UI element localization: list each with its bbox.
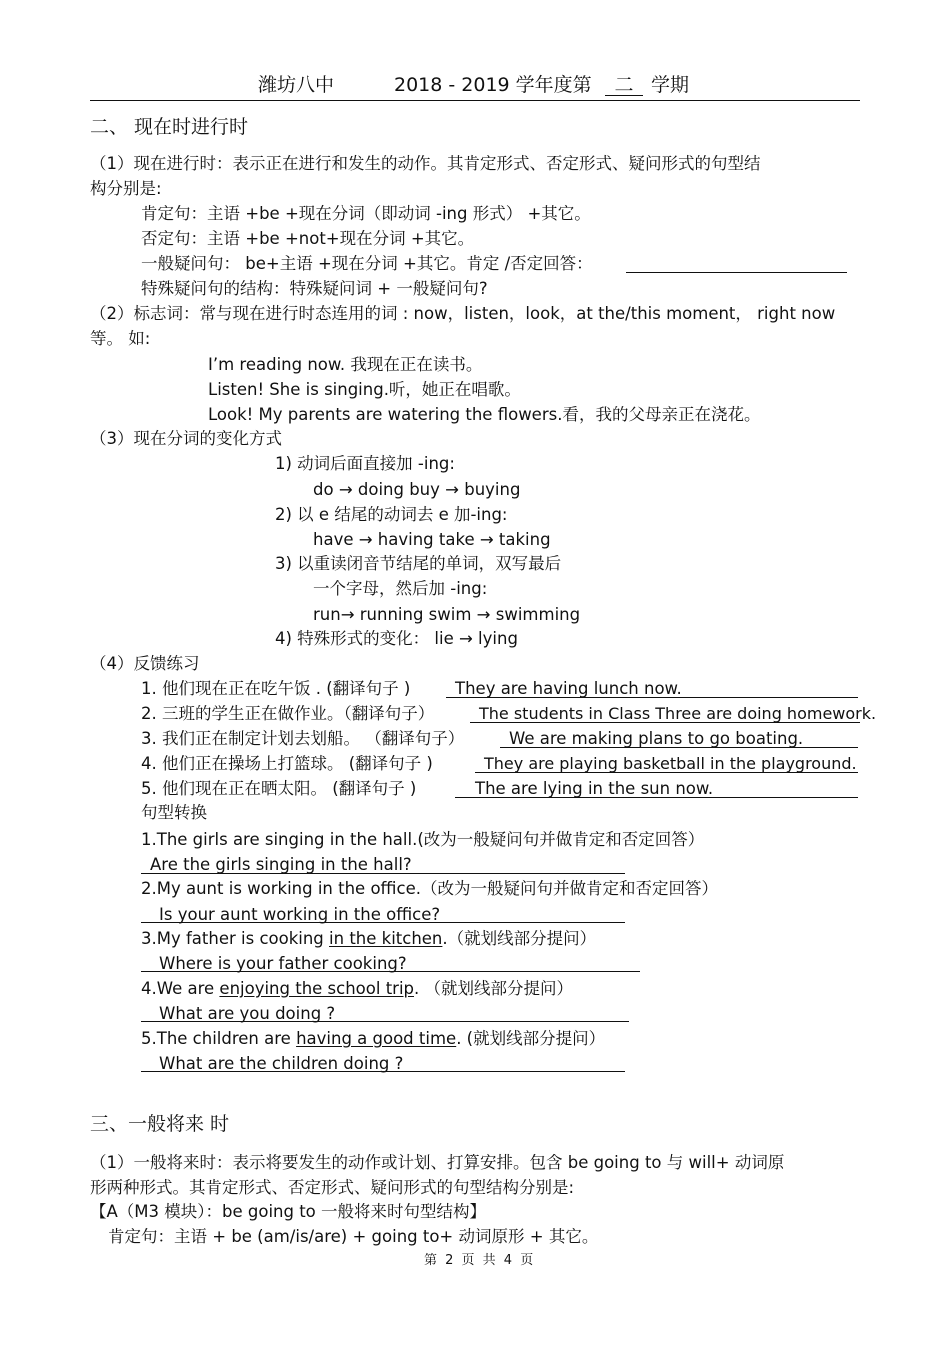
transform-sentence: 1.The girls are singing in the hall. [141,830,418,849]
section-2-title: 二、 现在时进行时 [90,116,249,138]
answer-line [141,1071,625,1072]
s3-aff: 肯定句：主语 + be (am/is/are) + going to+ 动词原形 + 其它。 [108,1227,599,1246]
rule-2: 2) 以 e 结尾的动词去 e 加-ing: [275,505,508,524]
translation-answer: We are making plans to go boating. [509,729,804,748]
s2-question [141,253,593,275]
translation-3 [141,728,464,750]
s2-neg: 否定句：主语 +be +not+现在分词 +其它。 [141,229,475,248]
answer-line [141,1021,629,1022]
rule-2-example: have → having take → taking [313,530,551,549]
transform-answer: Where is your father cooking? [159,954,407,973]
s2-ex2: Listen! She is singing.听，她正在唱歌。 [208,380,521,399]
rule-4: 4) 特殊形式的变化： lie → lying [275,629,518,648]
transform-4 [141,978,573,1000]
s3-p1b: 形两种形式。其肯定形式、否定形式、疑问形式的句型结构分别是: [90,1178,575,1197]
transform-answer: What are you doing ? [159,1004,336,1023]
transform-5 [141,1028,605,1050]
translation-question: 2. 三班的学生正在做作业。（翻译句子） [141,704,435,723]
underlined-part: in the kitchen [329,929,443,948]
underlined-part: having a good time [296,1029,457,1048]
transform-answer: Are the girls singing in the hall? [150,855,412,874]
translation-answer: The are lying in the sun now. [475,779,714,798]
transform-instruction: . （就划线部分提问） [414,979,574,998]
transform-instruction: (改为一般疑问句并做肯定和否定回答） [417,830,705,849]
translation-answer: The students in Class Three are doing homework. [479,704,877,723]
s2-p2: （2）标志词：常与现在进行时态连用的词 : now，listen，look，at the/this moment， right now [90,304,836,323]
s2-p1b: 构分别是: [90,179,162,198]
answer-line [455,797,858,798]
rule-3b: 一个字母，然后加 -ing: [313,579,488,598]
answer-line [500,747,858,748]
answer-blank [626,272,847,273]
transform-instruction: （改为一般疑问句并做肯定和否定回答） [420,879,718,898]
translation-answer: They are playing basketball in the playground. [484,754,857,773]
page-footer: 第 2 页 共 4 页 [424,1253,536,1268]
translation-1 [141,678,410,700]
s2-ex1: I’m reading now. 我现在正在读书。 [208,355,483,374]
s3-p1: （1）一般将来时：表示将要发生的动作或计划、打算安排。包含 be going to 与 will+ 动词原 [90,1153,785,1172]
rule-3: 3) 以重读闭音节结尾的单词，双写最后 [275,554,562,573]
translation-answer: They are having lunch now. [455,679,682,698]
s2-p3: （3）现在分词的变化方式 [90,429,282,448]
s2-p4: （4）反馈练习 [90,654,200,673]
s2-p1: （1）现在进行时：表示正在进行和发生的动作。其肯定形式、否定形式、疑问形式的句型结 [90,154,761,173]
underlined-part: enjoying the school trip [219,979,415,998]
answer-line [475,772,858,773]
transform-3 [141,928,596,950]
transform-sentence: 5.The children are [141,1029,297,1048]
translation-question: 3. 我们正在制定计划去划船。 （翻译句子） [141,729,465,748]
translation-2 [141,703,434,725]
s2-ex3: Look! My parents are watering the flowers.看，我的父母亲正在浇花。 [208,405,761,424]
translation-question: 4. 他们正在操场上打篮球。 (翻译句子 ) [141,754,433,773]
header-school: 潍坊八中 [258,74,335,96]
answer-line [470,722,860,723]
answer-line [141,922,625,923]
transform-instruction: . (就划线部分提问） [456,1029,606,1048]
header-term-suffix: 学期 [651,74,690,96]
header-year: 2018 - 2019 学年度第 [394,74,592,96]
rule-3-example: run→ running swim → swimming [313,605,581,624]
transform-sentence: 2.My aunt is working in the office. [141,879,421,898]
transform-2 [141,878,718,900]
transform-1 [141,829,704,851]
rule-1: 1) 动词后面直接加 -ing: [275,454,455,473]
header-term [605,74,689,96]
translation-question: 5. 他们现在正在晒太阳。 (翻译句子 ) [141,779,417,798]
transform-instruction: .（就划线部分提问） [442,929,597,948]
rule-1-example: do → doing buy → buying [313,480,521,499]
answer-line [446,697,858,698]
s2-wh: 特殊疑问句的结构：特殊疑问词 + 一般疑问句? [141,279,488,298]
transform-sentence: 3.My father is cooking [141,929,330,948]
transform-title: 句型转换 [141,803,207,822]
translation-question: 1. 他们现在正在吃午饭 . (翻译句子 ) [141,679,411,698]
transform-answer: Is your aunt working in the office? [159,905,441,924]
translation-4 [141,753,433,775]
header-rule [90,100,860,101]
header-term-value: 二 [605,75,643,96]
s3-a-heading: 【A（M3 模块）：be going to 一般将来时句型结构】 [90,1202,487,1221]
s2-p2b: 等。 如: [90,329,151,348]
s2-aff: 肯定句：主语 +be +现在分词（即动词 -ing 形式） +其它。 [141,204,591,223]
transform-sentence: 4.We are [141,979,220,998]
section-3-title: 三、一般将来 时 [90,1113,230,1135]
translation-5 [141,778,416,800]
transform-answer: What are the children doing ? [159,1054,404,1073]
answer-line [141,873,625,874]
answer-line [141,971,640,972]
s2-question-text: 一般疑问句： be+主语 +现在分词 +其它。肯定 /否定回答： [141,254,593,273]
